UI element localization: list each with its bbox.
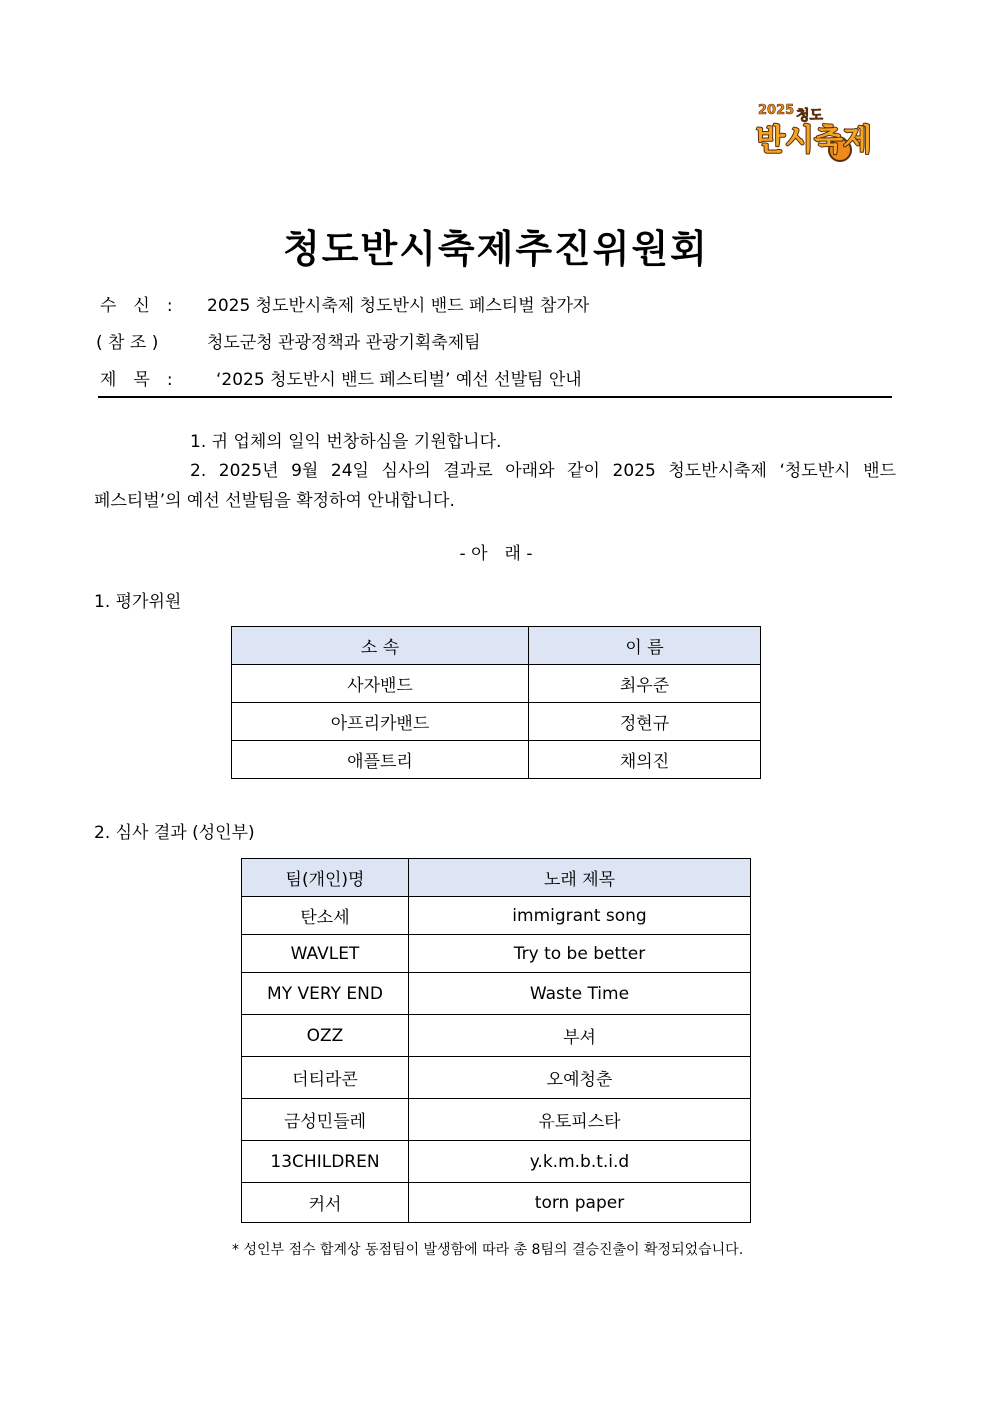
col-affiliation: 소 속 [232, 627, 529, 665]
festival-logo [754, 98, 878, 164]
table-row [242, 1057, 751, 1099]
page-title: 청도반시축제추진위원회 [283, 226, 709, 271]
col-song: 노래 제목 [409, 859, 751, 897]
table-cell: 13CHILDREN [242, 1141, 409, 1183]
table-cell: 금성민들레 [242, 1099, 409, 1141]
recipient-value: 2025 청도반시축제 청도반시 밴드 페스티벌 참가자 [207, 296, 590, 316]
table-cell: immigrant song [409, 897, 751, 935]
table-header-row [232, 627, 761, 665]
table-cell: 더티라콘 [242, 1057, 409, 1099]
evaluators-table [231, 626, 761, 779]
recipient-label: 수 신 : [100, 296, 173, 316]
logo-main-text: 반시축제 [756, 123, 872, 158]
reference-value: 청도군청 관광정책과 관광기획축제팀 [207, 333, 481, 353]
table-header-row [242, 859, 751, 897]
table-cell: WAVLET [242, 935, 409, 973]
reference-label: ( 참 조 ) [96, 333, 159, 353]
table-row [242, 973, 751, 1015]
table-row [232, 703, 761, 741]
table-row [242, 897, 751, 935]
table-row [242, 1183, 751, 1223]
table-cell: 사자밴드 [232, 665, 529, 703]
table-cell: Try to be better [409, 935, 751, 973]
table-cell: 유토피스타 [409, 1099, 751, 1141]
col-name: 이 름 [529, 627, 761, 665]
table-row [242, 1015, 751, 1057]
logo-year: 2025 [758, 103, 795, 118]
table-cell: 최우준 [529, 665, 761, 703]
table-cell: 정현규 [529, 703, 761, 741]
table-cell: 부셔 [409, 1015, 751, 1057]
table-cell: 아프리카밴드 [232, 703, 529, 741]
footnote: * 성인부 점수 합계상 동점팀이 발생함에 따라 총 8팀의 결승진출이 확정되었습니다. [232, 1242, 744, 1258]
table-cell: 채의진 [529, 741, 761, 779]
table-cell: 애플트리 [232, 741, 529, 779]
body-line-1: 1. 귀 업체의 일익 번창하심을 기원합니다. [190, 432, 502, 452]
below-heading: - 아 래 - [459, 544, 533, 564]
table-row [242, 1099, 751, 1141]
table-row [242, 935, 751, 973]
table-cell: 커서 [242, 1183, 409, 1223]
table-row [232, 665, 761, 703]
results-table [241, 858, 751, 1223]
table-row [242, 1141, 751, 1183]
col-team: 팀(개인)명 [242, 859, 409, 897]
subject-value: ‘2025 청도반시 밴드 페스티벌’ 예선 선발팀 안내 [216, 370, 582, 390]
table-row [232, 741, 761, 779]
body-line-2a: 2. 2025년 9월 24일 심사의 결과로 아래와 같이 2025 청도반시축제 ‘청도반시 밴드 [190, 461, 896, 481]
subject-label: 제 목 : [100, 370, 173, 390]
section2-heading: 2. 심사 결과 (성인부) [94, 823, 255, 843]
body-line-2b: 페스티벌’의 예선 선발팀을 확정하여 안내합니다. [94, 491, 455, 511]
table-cell: MY VERY END [242, 973, 409, 1015]
table-cell: 탄소세 [242, 897, 409, 935]
table-cell: y.k.m.b.t.i.d [409, 1141, 751, 1183]
table-cell: torn paper [409, 1183, 751, 1223]
table-cell: 오예청춘 [409, 1057, 751, 1099]
header-divider [98, 396, 892, 398]
logo-top-text: 청도 [796, 108, 824, 124]
section1-heading: 1. 평가위원 [94, 592, 182, 612]
table-cell: Waste Time [409, 973, 751, 1015]
table-cell: OZZ [242, 1015, 409, 1057]
